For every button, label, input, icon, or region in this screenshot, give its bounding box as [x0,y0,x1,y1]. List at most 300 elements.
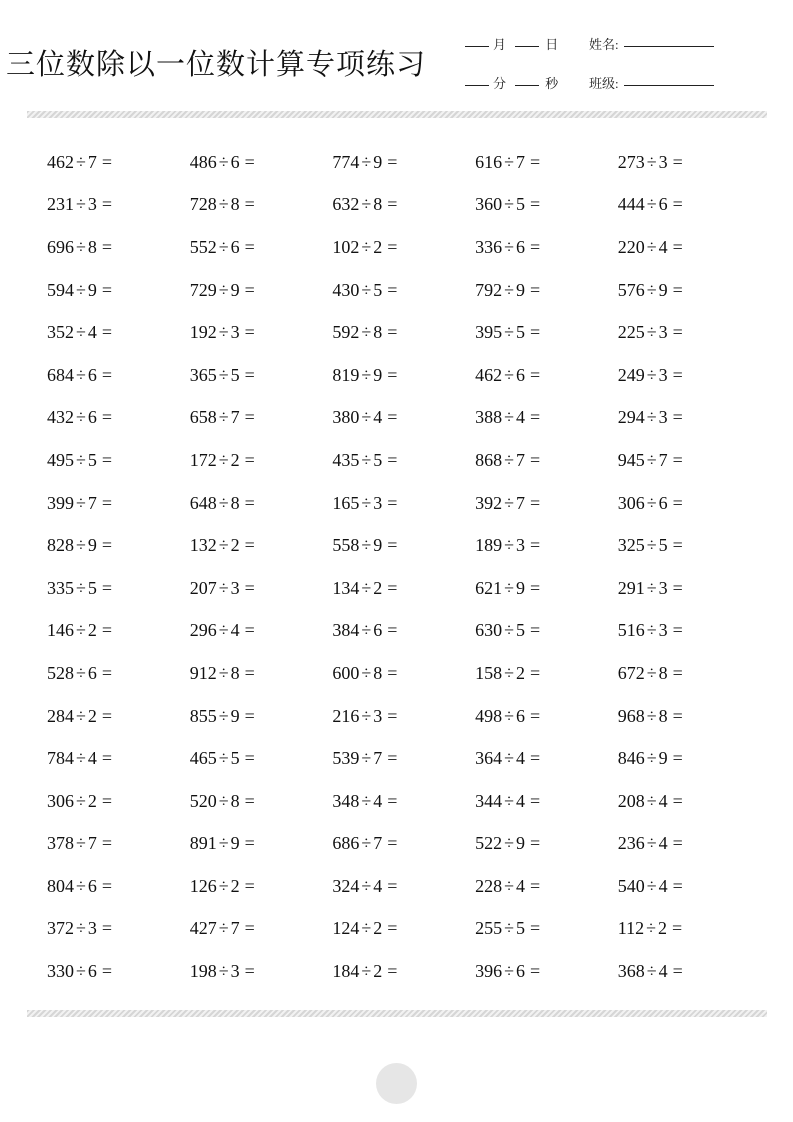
dividend: 380 [332,407,360,428]
division-sign: ÷ [646,492,657,513]
divisor: 9 [373,535,383,556]
divisor: 4 [87,748,97,769]
divisor: 5 [373,449,383,470]
division-sign: ÷ [646,790,657,811]
equals-sign: = [387,748,398,769]
dividend: 291 [617,577,645,598]
divisor: 9 [230,833,240,854]
dividend: 198 [189,961,217,982]
equals-sign: = [101,151,113,172]
division-sign: ÷ [361,875,372,896]
dividend: 968 [617,705,645,726]
dividend: 444 [617,194,645,215]
division-sign: ÷ [76,449,86,470]
problem-item [47,663,190,684]
problem-row [47,908,767,951]
divisor: 4 [373,875,383,896]
name-blank[interactable] [624,46,714,47]
divisor: 6 [87,662,97,683]
problem-item [475,450,618,471]
division-sign: ÷ [218,662,229,683]
day-blank[interactable] [515,46,539,47]
divisor: 6 [87,407,97,428]
problem-item [190,322,333,343]
divisor: 4 [658,236,668,257]
divisor: 8 [230,790,240,811]
dividend: 558 [332,535,360,556]
date-fields [465,34,558,53]
dividend: 294 [617,407,645,428]
equals-sign: = [101,833,113,854]
problem-item [475,706,618,727]
equals-sign: = [244,194,255,215]
dividend: 335 [47,577,74,598]
division-sign: ÷ [76,790,86,811]
dividend: 372 [47,918,74,939]
divisor: 4 [373,790,383,811]
divisor: 2 [657,918,667,939]
division-sign: ÷ [646,918,656,939]
dividend: 284 [47,705,74,726]
dividend: 828 [47,535,74,556]
dividend: 912 [189,662,217,683]
division-sign: ÷ [361,705,372,726]
divisor: 9 [515,279,525,300]
dividend: 112 [617,918,645,939]
problem-item [47,706,190,727]
dividend: 891 [189,833,217,854]
division-sign: ÷ [76,151,86,172]
top-divider [27,111,767,118]
equals-sign: = [244,961,255,982]
problem-row [47,652,767,695]
divisor: 9 [230,705,240,726]
dividend: 672 [617,662,645,683]
equals-sign: = [244,449,255,470]
equals-sign: = [101,364,113,385]
equals-sign: = [244,662,255,683]
problem-item [475,407,618,428]
division-sign: ÷ [76,322,86,343]
equals-sign: = [101,620,113,641]
problem-item [47,535,190,556]
problem-row [47,354,767,397]
problem-item [332,535,475,556]
division-sign: ÷ [218,961,229,982]
problem-item [332,322,475,343]
divisor: 9 [373,364,383,385]
problem-item [190,748,333,769]
equals-sign: = [672,662,683,683]
division-sign: ÷ [361,961,372,982]
divisor: 5 [230,748,240,769]
equals-sign: = [672,236,683,257]
divisor: 3 [515,535,525,556]
dividend: 336 [475,236,503,257]
problem-item [332,663,475,684]
dividend: 378 [47,833,74,854]
divisor: 3 [658,151,668,172]
problem-item [190,620,333,641]
problem-item [190,365,333,386]
dividend: 728 [189,194,217,215]
dividend: 231 [47,194,74,215]
equals-sign: = [529,194,541,215]
problem-item [332,620,475,641]
divisor: 7 [230,918,240,939]
dividend: 684 [47,364,74,385]
problem-item [332,280,475,301]
dividend: 146 [47,620,74,641]
division-sign: ÷ [76,236,86,257]
dividend: 528 [47,662,74,683]
problem-item [618,876,761,897]
equals-sign: = [244,790,255,811]
equals-sign: = [529,748,541,769]
division-sign: ÷ [218,364,229,385]
division-sign: ÷ [361,449,372,470]
problem-item [47,876,190,897]
dividend: 220 [617,236,645,257]
name-field [589,34,718,53]
equals-sign: = [672,151,683,172]
problem-item [475,493,618,514]
division-sign: ÷ [76,662,86,683]
division-sign: ÷ [504,364,514,385]
dividend: 430 [332,279,360,300]
problem-item [475,152,618,173]
problem-item [475,876,618,897]
problem-item [618,578,761,599]
problem-item [332,833,475,854]
division-sign: ÷ [504,577,514,598]
dividend: 846 [617,748,645,769]
problem-item [475,322,618,343]
dividend: 784 [47,748,74,769]
problem-item [475,918,618,939]
division-sign: ÷ [361,620,372,641]
minute-blank[interactable] [465,85,489,86]
division-sign: ÷ [504,620,514,641]
problem-item [332,407,475,428]
divisor: 7 [373,833,383,854]
divisor: 9 [373,151,383,172]
division-sign: ÷ [646,875,657,896]
division-sign: ÷ [218,279,229,300]
divisor: 9 [87,535,97,556]
equals-sign: = [101,236,113,257]
problem-row [47,482,767,525]
division-sign: ÷ [218,705,229,726]
equals-sign: = [387,577,398,598]
problem-item [618,748,761,769]
division-sign: ÷ [76,194,86,215]
month-label: 月 [493,37,507,52]
equals-sign: = [529,833,541,854]
problem-row [47,780,767,823]
division-sign: ÷ [218,492,229,513]
divisor: 6 [373,620,383,641]
equals-sign: = [101,194,113,215]
dividend: 630 [475,620,503,641]
dividend: 396 [475,961,503,982]
equals-sign: = [387,535,398,556]
equals-sign: = [387,449,398,470]
equals-sign: = [387,194,398,215]
dividend: 520 [189,790,217,811]
page-indicator [376,1063,417,1104]
problem-item [47,791,190,812]
equals-sign: = [672,194,683,215]
divisor: 4 [515,790,525,811]
problem-item [618,791,761,812]
problem-item [190,918,333,939]
problem-item [618,663,761,684]
dividend: 325 [617,535,645,556]
problem-item [618,280,761,301]
problem-row [47,141,767,184]
dividend: 306 [47,790,74,811]
dividend: 696 [47,236,74,257]
division-sign: ÷ [76,535,86,556]
division-sign: ÷ [361,194,372,215]
dividend: 616 [475,151,503,172]
equals-sign: = [387,875,398,896]
equals-sign: = [529,364,541,385]
dividend: 399 [47,492,74,513]
division-sign: ÷ [361,535,372,556]
problem-item [618,152,761,173]
problem-item [332,237,475,258]
divisor: 8 [373,662,383,683]
divisor: 5 [515,322,525,343]
equals-sign: = [101,875,113,896]
dividend: 540 [617,875,645,896]
equals-sign: = [244,748,255,769]
problem-row [47,737,767,780]
divisor: 3 [373,705,383,726]
divisor: 4 [515,748,525,769]
divisor: 3 [658,620,668,641]
division-sign: ÷ [361,833,372,854]
equals-sign: = [101,748,113,769]
division-sign: ÷ [504,407,514,428]
equals-sign: = [387,364,398,385]
problem-item [475,578,618,599]
equals-sign: = [672,577,683,598]
division-sign: ÷ [218,833,229,854]
equals-sign: = [529,407,541,428]
division-sign: ÷ [218,748,229,769]
problem-item [618,620,761,641]
equals-sign: = [529,875,541,896]
problem-item [475,961,618,982]
dividend: 208 [617,790,645,811]
divisor: 3 [373,492,383,513]
equals-sign: = [244,151,255,172]
problem-item [47,280,190,301]
problem-item [332,578,475,599]
divisor: 6 [515,364,525,385]
dividend: 495 [47,449,74,470]
divisor: 8 [87,236,97,257]
problem-item [332,365,475,386]
division-sign: ÷ [76,705,86,726]
month-blank[interactable] [465,46,489,47]
dividend: 462 [47,151,74,172]
problem-item [332,194,475,215]
equals-sign: = [387,279,398,300]
equals-sign: = [244,279,255,300]
divisor: 7 [658,449,668,470]
division-sign: ÷ [504,279,514,300]
problem-item [332,706,475,727]
divisor: 2 [373,918,383,939]
equals-sign: = [244,875,255,896]
division-sign: ÷ [76,577,86,598]
equals-sign: = [529,620,541,641]
division-sign: ÷ [76,748,86,769]
problem-row [47,695,767,738]
equals-sign: = [387,790,398,811]
divisor: 5 [87,577,97,598]
divisor: 4 [658,833,668,854]
division-sign: ÷ [646,236,657,257]
dividend: 165 [332,492,360,513]
problem-row [47,524,767,567]
dividend: 729 [189,279,217,300]
dividend: 158 [475,662,503,683]
problem-item [618,918,761,939]
division-sign: ÷ [646,449,657,470]
dividend: 330 [47,961,74,982]
problem-item [190,280,333,301]
division-sign: ÷ [361,748,372,769]
problem-item [475,280,618,301]
class-label: 班级: [589,76,619,91]
problem-row [47,865,767,908]
equals-sign: = [672,364,683,385]
divisor: 3 [658,364,668,385]
problem-item [47,152,190,173]
dividend: 945 [617,449,645,470]
problem-item [332,493,475,514]
divisor: 4 [515,875,525,896]
dividend: 498 [475,705,503,726]
dividend: 192 [189,322,217,343]
division-sign: ÷ [504,748,514,769]
divisor: 2 [373,961,383,982]
dividend: 364 [475,748,503,769]
dividend: 249 [617,364,645,385]
dividend: 228 [475,875,503,896]
divisor: 7 [230,407,240,428]
problem-item [618,322,761,343]
second-blank[interactable] [515,85,539,86]
problem-item [190,876,333,897]
equals-sign: = [672,961,683,982]
problem-item [475,237,618,258]
equals-sign: = [672,875,683,896]
class-blank[interactable] [624,85,714,86]
division-sign: ÷ [646,961,657,982]
problem-item [47,493,190,514]
equals-sign: = [529,705,541,726]
equals-sign: = [672,407,683,428]
division-sign: ÷ [361,918,372,939]
divisor: 3 [87,918,97,939]
problem-item [190,407,333,428]
equals-sign: = [244,535,255,556]
equals-sign: = [529,449,541,470]
divisor: 8 [658,662,668,683]
dividend: 592 [332,322,360,343]
equals-sign: = [244,918,255,939]
equals-sign: = [529,492,541,513]
divisor: 6 [658,492,668,513]
equals-sign: = [387,833,398,854]
division-sign: ÷ [361,407,372,428]
dividend: 435 [332,449,360,470]
dividend: 462 [475,364,503,385]
dividend: 352 [47,322,74,343]
equals-sign: = [387,236,398,257]
problem-row [47,567,767,610]
equals-sign: = [387,492,398,513]
divisor: 3 [230,322,240,343]
divisor: 5 [658,535,668,556]
problem-item [332,918,475,939]
dividend: 344 [475,790,503,811]
equals-sign: = [244,620,255,641]
equals-sign: = [529,577,541,598]
equals-sign: = [101,492,113,513]
equals-sign: = [101,535,113,556]
class-field [589,73,718,92]
problem-item [618,194,761,215]
dividend: 216 [332,705,360,726]
dividend: 324 [332,875,360,896]
worksheet-title: 三位数除以一位数计算专项练习 [6,47,427,81]
problem-item [332,152,475,173]
divisor: 9 [658,279,668,300]
division-sign: ÷ [646,151,657,172]
division-sign: ÷ [646,322,657,343]
problem-item [332,450,475,471]
division-sign: ÷ [504,535,514,556]
division-sign: ÷ [218,449,229,470]
divisor: 6 [658,194,668,215]
division-sign: ÷ [76,492,86,513]
divisor: 2 [230,535,240,556]
problem-item [618,961,761,982]
equals-sign: = [244,705,255,726]
divisor: 2 [87,790,97,811]
division-sign: ÷ [218,194,229,215]
divisor: 4 [658,790,668,811]
problem-item [47,194,190,215]
second-label: 秒 [545,76,559,91]
divisor: 4 [658,875,668,896]
equals-sign: = [387,705,398,726]
equals-sign: = [244,833,255,854]
division-sign: ÷ [76,918,86,939]
division-sign: ÷ [361,364,372,385]
divisor: 4 [230,620,240,641]
problem-item [190,152,333,173]
division-sign: ÷ [361,322,372,343]
division-sign: ÷ [76,279,86,300]
